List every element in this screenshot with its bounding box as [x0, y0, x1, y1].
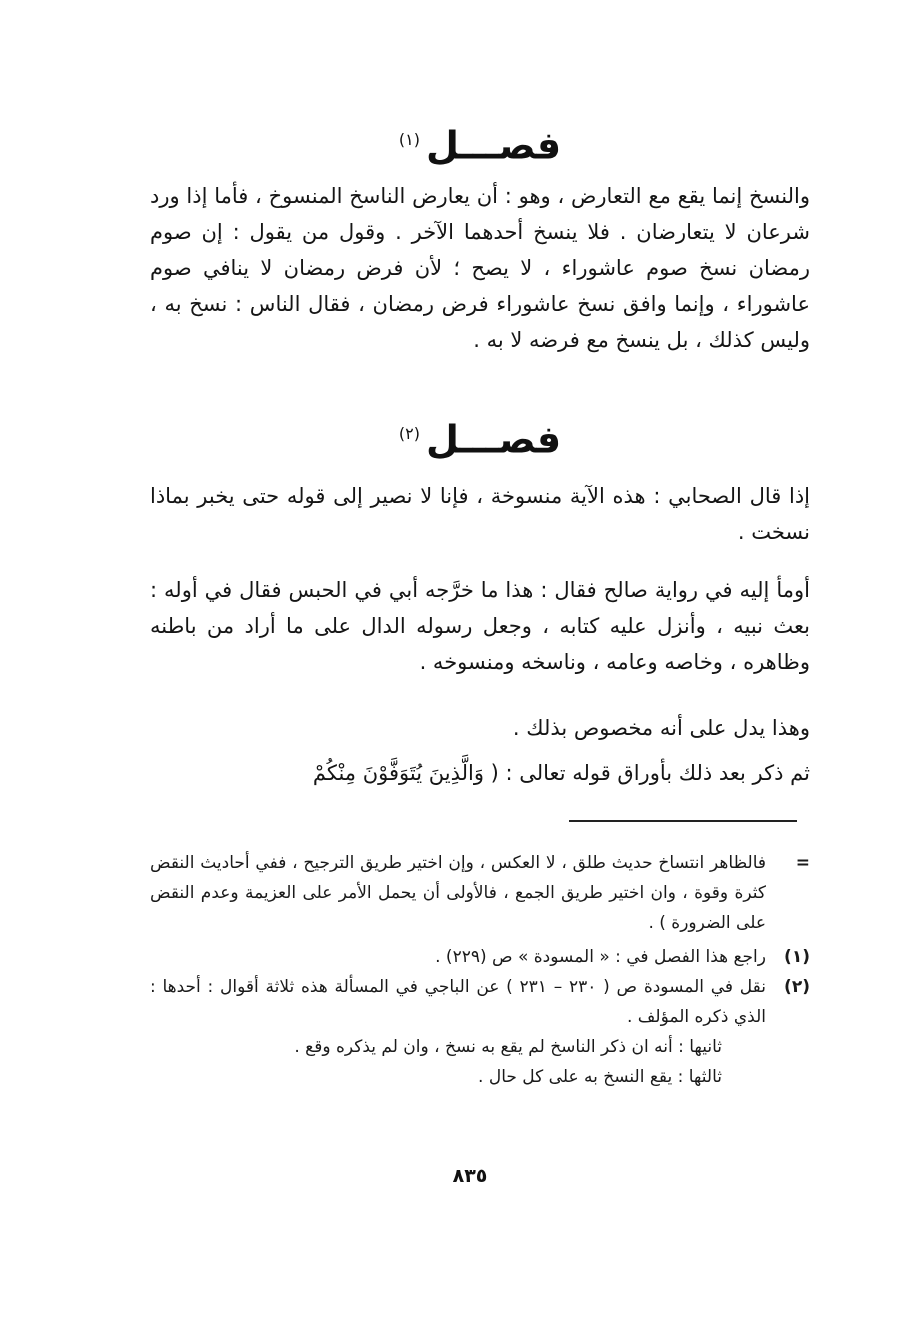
footnote-mark: (١) [784, 947, 810, 967]
section-heading-2-footnote-ref: (٢) [398, 424, 420, 443]
paragraph-text: وهذا يدل على أنه مخصوص بذلك . [512, 716, 810, 740]
footnote-2-sub-line-2: ثالثها : يقع النسخ به على كل حال . [478, 1067, 722, 1087]
footnote-1 [150, 942, 810, 972]
section-heading-2-title: فصـــل [425, 417, 562, 462]
paragraph-text: إذا قال الصحابي : هذه الآية منسوخة ، فإنا لا نصير إلى قوله حتى يخبر بماذا نسخت . [150, 484, 810, 544]
footnote-separator [569, 820, 797, 822]
section-1-paragraph-1 [150, 178, 810, 358]
section-heading-1 [160, 116, 800, 170]
footnote-2 [150, 972, 810, 1032]
footnote-text: فالظاهر انتساخ حديث طلق ، لا العكس ، وإن اختير طريق الترجيح ، ففي أحاديث النقض كثرة وقوة ، وان اختير طريق الجمع ، فالأولى أن يحمل الأمر على العزيمة وعدم النقض على الضرورة ) . [150, 853, 766, 933]
footnotes [150, 848, 810, 1092]
page-number: ٨٣٥ [452, 1165, 488, 1187]
section-2-paragraph-4 [150, 755, 810, 791]
footnote-mark: = [795, 853, 810, 873]
paragraph-text: ثم ذكر بعد ذلك بأوراق قوله تعالى : ( وَالَّذِينَ يُتَوَفَّوْنَ مِنْكُمْ [312, 761, 810, 785]
footnote-text: راجع هذا الفصل في : « المسودة » ص (٢٢٩) . [435, 947, 766, 967]
footnote-continued [150, 848, 810, 938]
paragraph-text: والنسخ إنما يقع مع التعارض ، وهو : أن يعارض الناسخ المنسوخ ، فأما إذا ورد شرعان لا يتعارضان . فلا ينسخ أحدهما الآخر . وقول من يقول : إن صوم رمضان نسخ صوم عاشوراء ، لا يصح ؛ لأن فرض رمضان لا ينافي صوم عاشوراء ، وإنما وافق نسخ عاشوراء فرض رمضان ، فقال الناس : نسخ به ، وليس كذلك ، بل ينسخ مع فرضه لا به . [150, 184, 810, 352]
section-2-paragraph-2 [150, 572, 810, 680]
section-heading-1-footnote-ref: (١) [398, 130, 420, 149]
section-2-paragraph-1 [150, 478, 810, 550]
footnote-2-sub-line-1: ثانيها : أنه ان ذكر الناسخ لم يقع به نسخ ، وان لم يذكره وقع . [294, 1037, 722, 1057]
footnote-mark: (٢) [784, 977, 810, 997]
section-heading-2 [160, 410, 800, 464]
section-2-paragraph-3 [150, 710, 810, 746]
section-heading-1-title: فصـــل [425, 123, 562, 168]
footnote-text: نقل في المسودة ص ( ٢٣٠ – ٢٣١ ) عن الباجي في المسألة هذه ثلاثة أقوال : أحدها : الذي ذكره المؤلف . [150, 977, 766, 1027]
paragraph-text: أومأ إليه في رواية صالح فقال : هذا ما خرَّجه أبي في الحبس فقال في أوله : بعث نبيه ، وأنزل عليه كتابه ، وجعل رسوله الدال على ما أراد من باطنه وظاهره ، وخاصه وعامه ، وناسخه ومنسوخه . [150, 578, 810, 674]
